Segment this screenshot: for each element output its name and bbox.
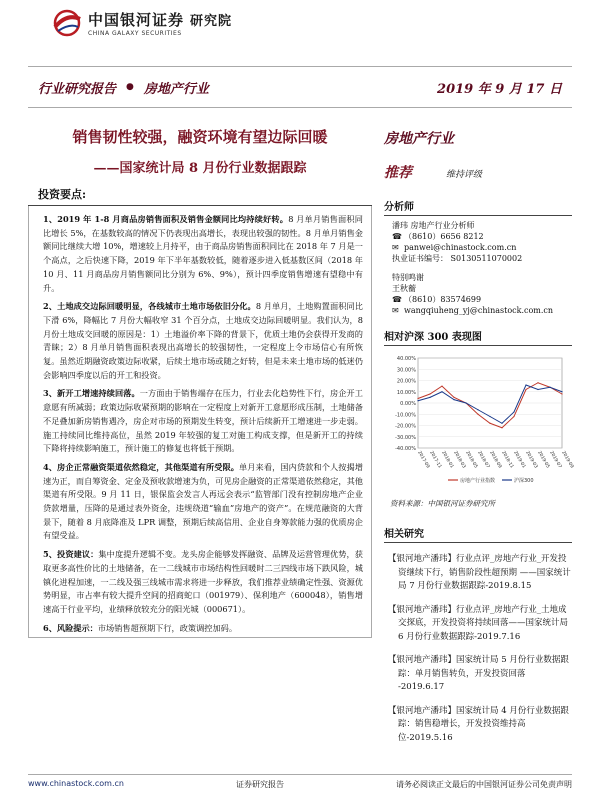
point-highlight: 6、风险提示： — [43, 622, 98, 633]
related-report[interactable]: 【银河地产潘玮】国家统计局 5 月份行业数据跟踪：单月销售转负，开发投资回落 -2019.6.17 — [388, 655, 569, 692]
contributor-email[interactable]: wangqiuheng_yj@chinastock.com.cn — [404, 306, 554, 315]
footer-center: 证券研究报告 — [235, 780, 284, 789]
data-point — [525, 384, 526, 385]
data-point — [561, 393, 562, 394]
x-tick-label: 2019-01 — [512, 450, 527, 470]
y-tick-label: 10.00% — [396, 389, 416, 396]
data-point — [465, 402, 466, 403]
data-point — [429, 393, 430, 394]
footer-url[interactable]: www.chinastock.com.cn — [28, 779, 124, 788]
data-point — [561, 391, 562, 392]
analyst-license: 执业证书编号： S0130511070002 — [392, 254, 523, 263]
data-point — [477, 414, 478, 415]
data-point — [417, 400, 418, 401]
point-text: 8 月单月，土地购置面积同比下滑 6%，降幅比 7 月份大幅收窄 31 个百分点，土地成交边际回暖明显。我们认为，8 月份土地成交回暖的原因是：1）土地溢价率下降的背景下，优质土地仍会获得开发商的青睐；2）8 月单月销售面积表现出高增长的较强韧性，一定程度上令市场信心有所恢复。虽然近期融资政策边际收紧，后续土地市场或随之好转，但是未来土地市场的低迷仍会影响四季度以后的开工和投资。 — [43, 301, 363, 380]
y-tick-label: -20.00% — [395, 423, 416, 430]
rating: 推荐 — [384, 165, 412, 181]
side-sector: 房地产行业 — [384, 131, 454, 147]
point-paragraph — [43, 213, 363, 295]
legend-label: 房地产行业指数 — [460, 478, 496, 484]
point-paragraph — [43, 548, 363, 617]
x-tick-label: 2017-09 — [416, 450, 431, 470]
data-point — [477, 409, 478, 410]
x-tick-label: 2018-07 — [476, 450, 491, 470]
chart-source: 资料来源：中国银河证券研究所 — [390, 499, 495, 508]
brand-institute: 研究院 — [190, 14, 233, 29]
x-tick-label: 2019-03 — [524, 450, 539, 470]
data-point — [489, 416, 490, 417]
x-tick-label: 2019-07 — [548, 450, 563, 470]
data-point — [501, 423, 502, 424]
contributor-title: 特别鸣谢 — [392, 273, 424, 282]
data-point — [537, 389, 538, 390]
analyst-phone: （8610）6656 8212 — [404, 232, 484, 241]
x-tick-label: 2018-03 — [452, 450, 467, 470]
data-point — [429, 397, 430, 398]
bullet-icon: ● — [126, 82, 134, 92]
report-subtitle: ——国家统计局 8 月份行业数据跟踪 — [93, 161, 307, 176]
company-logo — [50, 8, 232, 38]
legend-label: 沪深300 — [514, 478, 534, 484]
x-tick-label: 2018-11 — [500, 450, 515, 470]
data-point — [441, 391, 442, 392]
report-date: 2019 年 9 月 17 日 — [437, 81, 562, 97]
point-highlight: 5、投资建议： — [43, 549, 99, 560]
x-tick-label: 2017-11 — [428, 450, 443, 470]
y-tick-label: -10.00% — [395, 412, 416, 419]
point-text: 单月来看，国内贷款和个人按揭增速为正，而自筹资金、定金及预收款增速为负，可见房企融资的正常渠道依然稳定，其他渠道有所受限。9 月 11 日，银保监会发言人再远会表示“监管部门没有控制房地产企业贷款增量，压降的是通过表外资金，违规绕道“输血”房地产的资产”。在规范融资的大背景下，随着 8 月底降准及 LPR 调整，预期后续高信用、企业自身筹款能力强的优质房企有望受益。 — [43, 461, 363, 541]
brand-name-en: CHINA GALAXY SECURITIES — [88, 30, 182, 37]
x-tick-label: 2018-05 — [464, 450, 479, 470]
y-tick-label: 0.00% — [400, 401, 416, 407]
email-icon: ✉ — [392, 243, 399, 252]
analyst-name: 潘玮 房地产行业分析师 — [392, 221, 475, 230]
data-point — [489, 423, 490, 424]
x-tick-label: 2018-01 — [440, 450, 455, 470]
points-heading: 投资要点: — [28, 186, 372, 206]
data-point — [417, 398, 418, 399]
point-paragraph — [43, 622, 363, 636]
rating-note: 维持评级 — [446, 170, 483, 180]
point-text: 集中度提升逻辑不变。龙头房企能够发挥融资、品牌及运营管理优势，获取更多高性价比的土地储备，在一二线城市市场结构性回暖时二三四线市场下跌风险，城镇化进程加速，一二线及强三线城市需求将进一步释放，我们推荐业绩确定性强、资源优势明显，市占率有较大提升空间的招商蛇口（001979）、保利地产（600048），销售增速高于行业平均，业绩释放较充分的阳光城（000671）。 — [43, 549, 363, 614]
series-line — [418, 385, 562, 423]
y-tick-label: 20.00% — [396, 378, 416, 385]
data-point — [453, 397, 454, 398]
investment-points — [28, 206, 372, 638]
brand-name: 中国银河证券 — [88, 11, 185, 29]
main-column — [28, 120, 372, 638]
point-paragraph — [43, 300, 363, 382]
phone-icon: ☎ — [392, 232, 402, 241]
data-point — [525, 389, 526, 390]
report-type: 行业研究报告 — [38, 81, 117, 97]
point-text: 市场销售超预期下行，政策调控加码。 — [97, 622, 238, 633]
point-paragraph — [43, 461, 363, 543]
phone-icon: ☎ — [392, 295, 402, 304]
footer-disclaimer: 请务必阅读正文最后的中国银河证券公司免责声明 — [395, 780, 572, 789]
y-tick-label: -40.00% — [395, 446, 416, 452]
y-tick-label: 30.00% — [396, 367, 416, 374]
point-text: 一方面由于销售端存在压力，行业去化趋势性下行，房企开工意愿有所减弱；政策边际收紧预期的影响在一定程度上对新开工意愿形成压制，土地储备不足叠加新房销售遇冷，房企对市场的预期发生转变，预计后续新开工增速进一步走弱。施工持续同比维持高位，虽然 2019 年较强的复工对施工构成支撑，但是新开工的持续下降将持续影响施工，预计施工的修复也将低于预期。 — [43, 388, 363, 454]
related-report[interactable]: 【银河地产潘玮】国家统计局 4 月份行业数据跟踪：销售稳增长，开发投资维持高位-2019.5.16 — [388, 705, 569, 743]
chart-heading: 相对沪深 300 表现图 — [384, 328, 572, 346]
side-column — [384, 120, 575, 745]
related-heading: 相关研究 — [384, 525, 572, 543]
point-highlight: 4、房企正常融资渠道依然稳定，其他渠道有所受限。 — [43, 461, 240, 472]
analyst-email[interactable]: panwei@chinastock.com.cn — [404, 243, 517, 252]
point-highlight: 3、新开工增速持续回落。 — [43, 388, 140, 399]
related-report[interactable]: 【银河地产潘玮】行业点评_房地产行业_开发投资继续下行，销售阶段性超预期 ——国家统计局 7 月份行业数据跟踪-2019.8.15 — [388, 554, 571, 591]
data-point — [537, 382, 538, 383]
performance-chart — [384, 352, 575, 492]
related-report[interactable]: 【银河地产潘玮】行业点评_房地产行业_土地成交探底，开发投资将持续回落——国家统计局 6 月份行业数据跟踪-2019.7.16 — [388, 604, 569, 642]
contributor-phone: （8610）83574699 — [404, 295, 482, 304]
x-tick-label: 2019-09 — [560, 450, 575, 470]
email-icon: ✉ — [392, 306, 399, 315]
point-text: 8 月单月销售面积同比增长 5%，在基数较高的情况下仍表现出高增长，表现出较强的韧性。8 月单月销售金额同比继续大增 10%，增速较上月持平，由于商品房销售面积同比在 2018 年 7 月是一个高点，之后快速下降，2019 年下半年基数较低，随着逐步进入低基数区间（2018 年 10 月、11 月商品房月销售额同比分别为 6%、9%），预计四季度销售增速有望稳中有升。 — [43, 214, 363, 293]
x-tick-label: 2018-09 — [488, 450, 503, 470]
report-title: 销售韧性较强，融资环境有望边际回暖 — [72, 128, 328, 146]
header-banner — [28, 66, 572, 108]
data-point — [441, 386, 442, 387]
data-point — [453, 399, 454, 400]
x-tick-label: 2019-05 — [536, 450, 551, 470]
y-tick-label: 40.00% — [396, 356, 416, 362]
data-point — [501, 427, 502, 428]
page-footer — [28, 774, 572, 790]
analyst-info — [384, 216, 572, 316]
point-highlight: 1、2019 年 1-8 月商品房销售面积及销售金额同比均持续好转。 — [43, 214, 289, 224]
point-paragraph — [43, 387, 363, 456]
y-tick-label: -30.00% — [395, 434, 416, 441]
analyst-heading: 分析师 — [384, 198, 572, 216]
contributor-name: 王秋蘅 — [392, 284, 416, 293]
data-point — [513, 416, 514, 417]
data-point — [549, 387, 550, 388]
banner-sector: 房地产行业 — [143, 81, 209, 97]
galaxy-logo-icon — [50, 9, 84, 37]
data-point — [513, 411, 514, 412]
point-highlight: 2、土地成交边际回暖明显，各线城市土地市场依旧分化。 — [43, 301, 256, 312]
